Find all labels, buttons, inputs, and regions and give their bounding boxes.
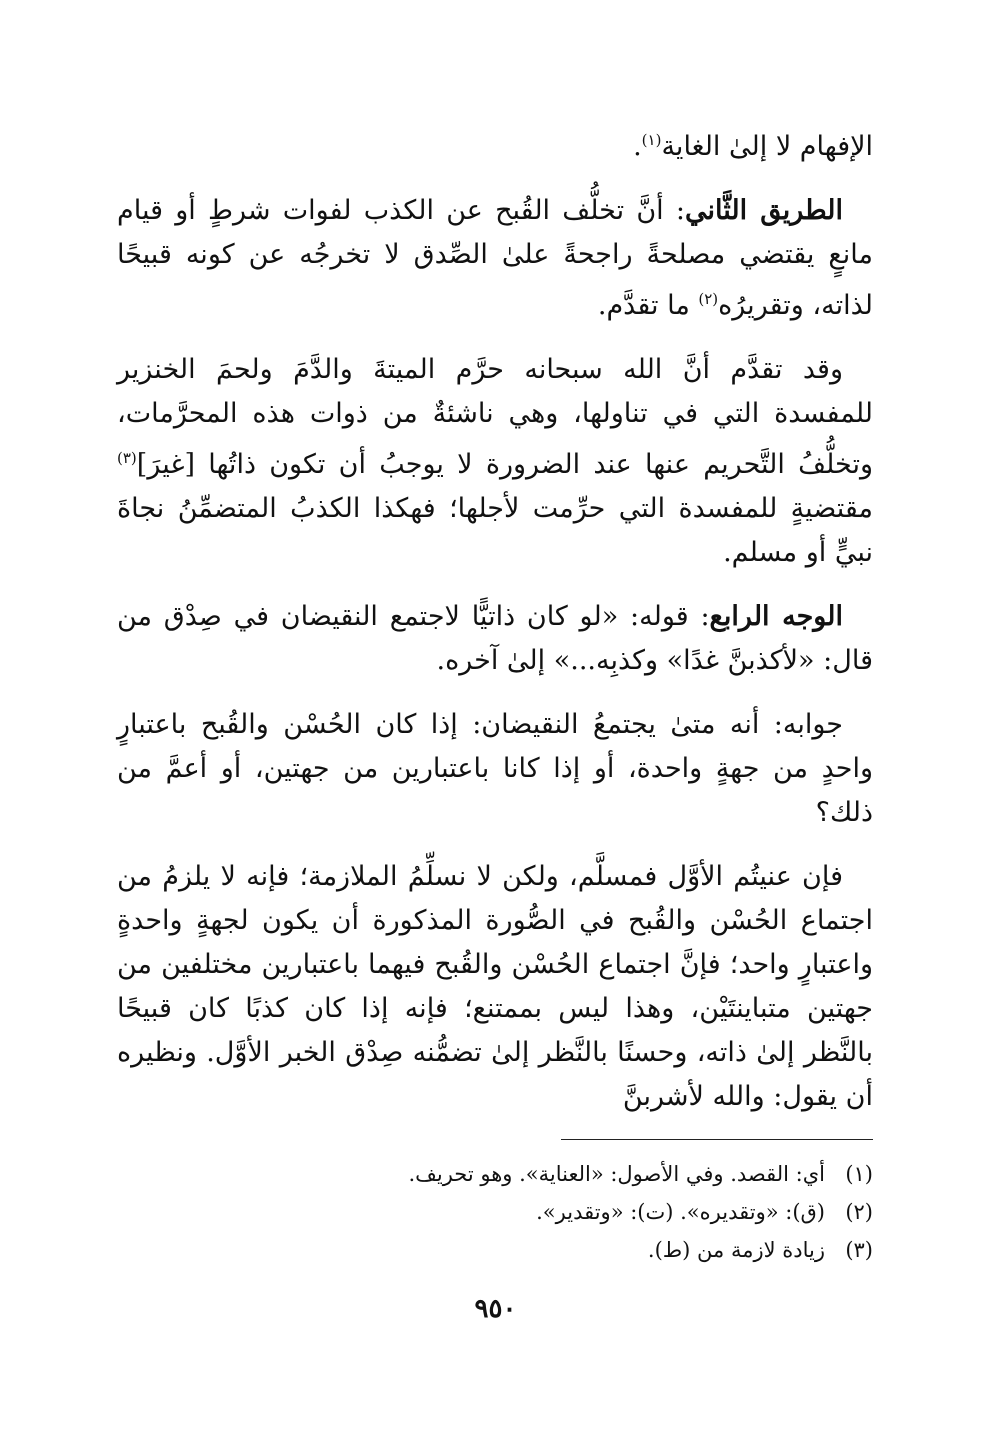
footnote-ref-2[interactable]: (٢) <box>698 290 719 308</box>
paragraph-4-text: : قوله: «لو كان ذاتيًّا لاجتمع النقيضان في صِدْق من قال: «لأكذبنَّ غدًا» وكذبِه...» إلىٰ آخره. <box>117 601 873 676</box>
footnote-1-text: أي: القصد. وفي الأصول: «العناية». وهو تحريف. <box>408 1162 825 1186</box>
paragraph-5 <box>117 703 873 835</box>
footnote-3-text: زيادة لازمة من (ط). <box>647 1238 825 1262</box>
paragraph-1-tail: . <box>633 131 642 162</box>
paragraph-5-text: جوابه: أنه متىٰ يجتمعُ النقيضان: إذا كان الحُسْن والقُبح باعتبارٍ واحدٍ من جهةٍ واحدة، أو إذا كانا باعتبارين من جهتين، أو أعمَّ من ذلك؟ <box>117 709 873 828</box>
footnotes <box>117 1155 873 1269</box>
footnote-1 <box>117 1155 873 1193</box>
paragraph-2-heading: الطريق الثَّاني <box>685 195 843 226</box>
paragraph-2-tail: ما تقدَّم. <box>597 290 699 321</box>
footnote-separator <box>561 1139 873 1140</box>
footnote-2 <box>117 1193 873 1231</box>
footnote-1-number: (١) <box>845 1162 873 1186</box>
footnote-3-number: (٣) <box>845 1238 873 1262</box>
paragraph-4-heading: الوجه الرابع <box>709 601 843 632</box>
footnote-ref-3[interactable]: (٣) <box>117 449 137 467</box>
paragraph-1-text: الإفهام لا إلىٰ الغاية <box>661 131 873 162</box>
paragraph-1 <box>117 118 873 169</box>
footnote-2-text: (ق): «وتقديره». (ت): «وتقدير». <box>536 1200 825 1224</box>
paragraph-2-text: : أنَّ تخلُّف القُبح عن الكذب لفوات شرطٍ أو قيام مانعٍ يقتضي مصلحةً راجحةً علىٰ الصِّدق لا تخرجُه عن كونه قبيحًا لذاته، وتقريرُه <box>117 195 873 321</box>
paragraph-6-text: فإن عنيتُم الأوَّل فمسلَّم، ولكن لا نسلِّمُ الملازمة؛ فإنه لا يلزمُ من اجتماع الحُسْن والقُبح في الصُّورة المذكورة أن يكون لجهةٍ واحدةٍ واعتبارٍ واحد؛ فإنَّ اجتماع الحُسْن والقُبح فيهما باعتبارين مختلفين من جهتين متباينتَيْن، وهذا ليس بممتنع؛ فإنه إذا كان كذبًا كان قبيحًا بالنَّظر إلىٰ ذاته، وحسنًا بالنَّظر إلىٰ تضمُّنه صِدْق الخبر الأوَّل. ونظيره أن يقول: والله لأشربنَّ <box>117 861 873 1112</box>
page-number: ٩٥٠ <box>474 1294 517 1324</box>
footnote-ref-1[interactable]: (١) <box>641 131 662 149</box>
paragraph-4 <box>117 595 873 683</box>
paragraph-3 <box>117 348 873 575</box>
paragraph-3-text: وقد تقدَّم أنَّ الله سبحانه حرَّم الميتةَ والدَّمَ ولحمَ الخنزير للمفسدة التي في تناولها، وهي ناشئةٌ من ذوات هذه المحرَّمات، وتخلُّفُ التَّحريم عنها عند الضرورة لا يوجبُ أن تكون ذاتُها [غيرَ] <box>117 354 873 480</box>
paragraph-3-tail: مقتضيةٍ للمفسدة التي حرِّمت لأجلها؛ فهكذا الكذبُ المتضمِّنُ نجاةَ نبيٍّ أو مسلم. <box>117 493 873 568</box>
main-text <box>117 118 873 1139</box>
paragraph-2 <box>117 189 873 328</box>
paragraph-6 <box>117 855 873 1119</box>
footnote-3 <box>117 1231 873 1269</box>
footnote-2-number: (٢) <box>845 1200 873 1224</box>
